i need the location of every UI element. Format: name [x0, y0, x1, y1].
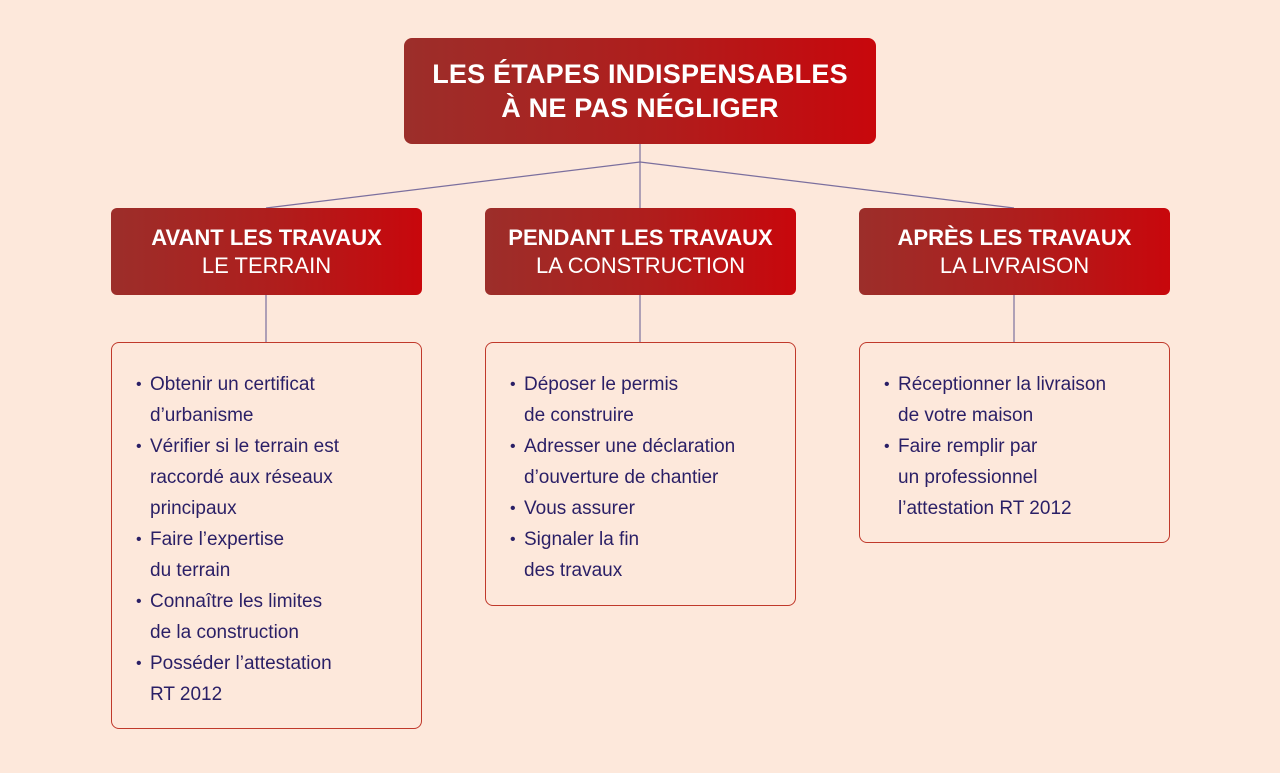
bullet-icon: • [884, 376, 890, 393]
bullet-icon: • [136, 531, 142, 548]
bullet-icon: • [136, 376, 142, 393]
bullet-icon: • [510, 500, 516, 517]
phase-subtitle: LE TERRAIN [201, 252, 332, 278]
bullet-icon: • [884, 438, 890, 455]
connector-title-to-apres [640, 162, 1014, 208]
step-item [884, 369, 1155, 431]
connector-title-to-avant [266, 162, 640, 208]
step-text: Posséder l’attestation RT 2012 [150, 653, 332, 705]
main-title-line-1: LES ÉTAPES INDISPENSABLES [432, 59, 848, 89]
step-text: Faire l’expertise du terrain [150, 529, 285, 581]
step-item [136, 431, 407, 524]
bullet-icon: • [136, 593, 142, 610]
phase-box-apres [859, 208, 1170, 295]
steps-box-apres [859, 342, 1170, 543]
bullet-icon: • [510, 438, 516, 455]
step-item [510, 369, 781, 431]
step-text: Faire remplir par un professionnel l’attestation RT 2012 [898, 436, 1072, 519]
phase-subtitle: LA CONSTRUCTION [535, 252, 746, 278]
step-item [510, 524, 781, 586]
bullet-icon: • [136, 655, 142, 672]
phase-title: AVANT LES TRAVAUX [151, 224, 382, 250]
steps-list [884, 369, 1155, 524]
step-item [884, 431, 1155, 524]
phase-box-pendant [485, 208, 796, 295]
step-text: Réceptionner la livraison de votre maison [898, 374, 1107, 426]
step-text: Obtenir un certificat d’urbanisme [150, 374, 315, 426]
main-title-box [404, 38, 876, 144]
step-text: Déposer le permis de construire [524, 374, 679, 426]
steps-box-pendant [485, 342, 796, 606]
phase-subtitle: LA LIVRAISON [939, 252, 1090, 278]
main-title-line-2: À NE PAS NÉGLIGER [501, 93, 779, 123]
bullet-icon: • [510, 531, 516, 548]
steps-list [510, 369, 781, 586]
phase-title: PENDANT LES TRAVAUX [508, 224, 773, 250]
steps-list [136, 369, 407, 710]
step-item [136, 586, 407, 648]
phase-box-avant [111, 208, 422, 295]
step-item [136, 524, 407, 586]
bullet-icon: • [136, 438, 142, 455]
step-text: Signaler la fin des travaux [524, 529, 640, 581]
step-text: Vérifier si le terrain est raccordé aux réseaux principaux [150, 436, 340, 519]
step-item [510, 493, 781, 524]
step-item [136, 648, 407, 710]
steps-box-avant [111, 342, 422, 729]
step-item [136, 369, 407, 431]
phase-title: APRÈS LES TRAVAUX [897, 224, 1132, 250]
step-text: Adresser une déclaration d’ouverture de chantier [524, 436, 736, 488]
step-text: Vous assurer [524, 498, 635, 519]
step-item [510, 431, 781, 493]
bullet-icon: • [510, 376, 516, 393]
step-text: Connaître les limites de la construction [150, 591, 323, 643]
